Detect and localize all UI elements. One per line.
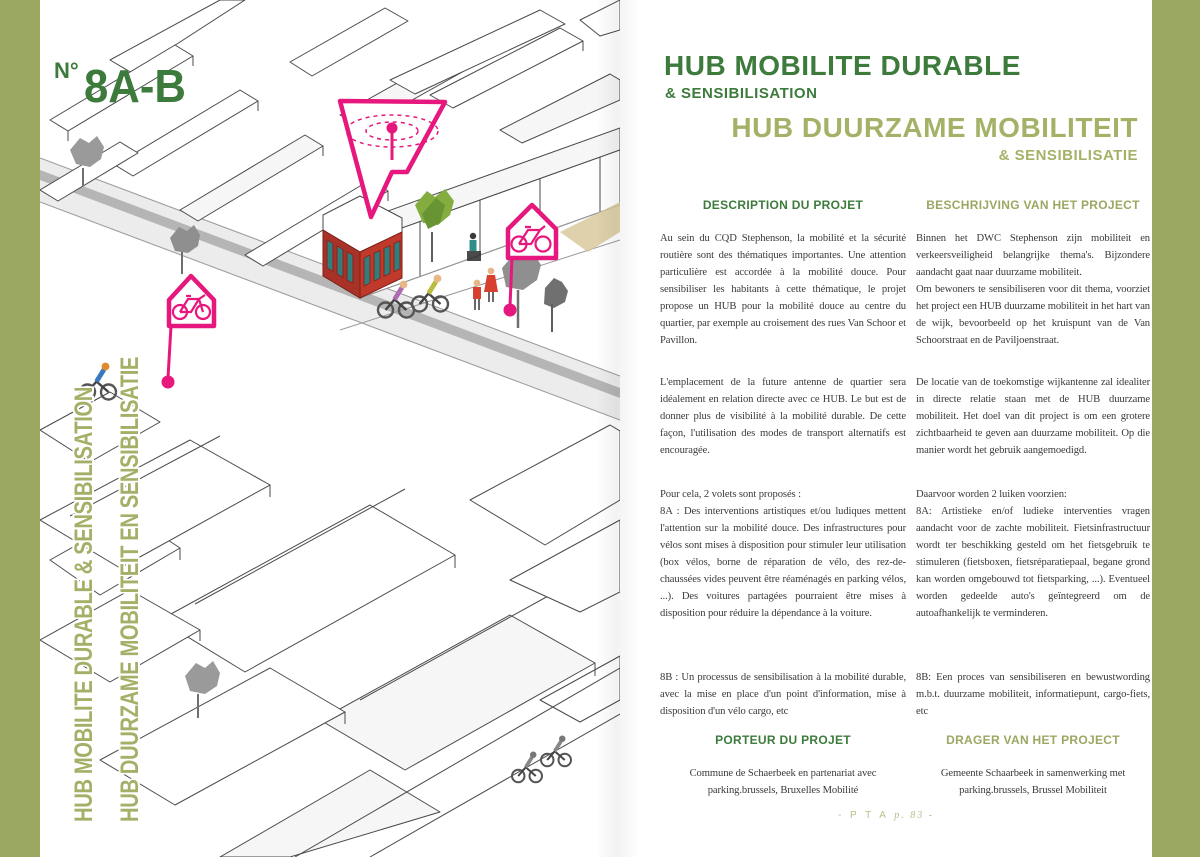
page-number-label: N°	[54, 58, 79, 83]
nl-8b-paragraph	[916, 669, 1150, 731]
nl-intro-paragraph	[916, 230, 1150, 374]
nl-drager-text: Gemeente Schaarbeek in samenwerking met parking.brussels, Brussel Mobiliteit	[940, 768, 1126, 796]
fr-location-paragraph	[660, 374, 906, 486]
nl-p3: Daarvoor worden 2 luiken voorzien:	[916, 489, 1067, 500]
location-dot	[162, 376, 175, 389]
fr-volets-8a	[660, 486, 906, 669]
page-number	[54, 58, 186, 112]
left-olive-band	[0, 0, 40, 857]
section-header-porteur: PORTEUR DU PROJET	[715, 733, 851, 747]
location-dot	[504, 304, 517, 317]
fr-intro-paragraph	[660, 230, 906, 374]
fr-p1: Au sein du CQD Stephenson, la mobilité et la sécurité routière sont des thématiques importantes. Une attention particulière est accordée à la mobilité douce. Pour sensibiliser les habitants à cette thématique, le projet propose un HUB pour la mobilité douce au centre du quartier, par exemple au croisement des rues Van Schoor et Pavillon.	[660, 233, 906, 346]
nl-p1a: Binnen het DWC Stephenson zijn mobiliteit en verkeersveiligheid belangrijke thema's. Bijzondere aandacht gaat naar duurzame mobiliteit.	[916, 233, 1150, 278]
fr-p2: L'emplacement de la future antenne de quartier sera idéalement en relation directe avec ce HUB. Le but est de donner plus de visibilité à la mobilité durable. De cette façon, l'utilisation des modes de transport alternatifs est encouragée.	[660, 377, 906, 456]
nl-p2: De locatie van de toekomstige wijkantenne zal idealiter in directe relatie staan met de HUB duurzame mobiliteit. Het doel van dit project is om een grotere zichtbaarheid te geven aan duurzame mobiliteit. Op die manier wordt het gebruik aangemoedigd.	[916, 377, 1150, 456]
section-header-drager: DRAGER VAN HET PROJECT	[946, 733, 1120, 747]
text-columns	[660, 196, 1150, 799]
nl-p1b: Om bewoners te sensibiliseren voor dit thema, voorziet het project een HUB duurzame mobiliteit in het hart van de wijk, bevoorbeeld op het kruispunt van de Van Schoorstraat en de Paviljoenstraat.	[916, 284, 1150, 346]
nl-p5: 8B: Een proces van sensibiliseren en bewustwording m.b.t. duurzame mobiliteit, informatiepunt, cargo-fiets, etc	[916, 672, 1150, 717]
nl-p4: 8A: Artistieke en/of ludieke interventies vragen aandacht voor de zachte mobiliteit. Fietsinfrastructuur wordt ter beschikking gesteld om het fietsgebruik te stimuleren (fietsboxen, fietsréparatiepaal, begane grond kan worden omgebouwd tot fietsparking, ...). Eventueel worden gedeelde auto's geïntegreerd om de autoafhankelijk te verminderen.	[916, 506, 1150, 619]
left-page-illustration	[40, 0, 620, 857]
section-header-description-fr: DESCRIPTION DU PROJET	[702, 198, 864, 212]
nl-location-paragraph	[916, 374, 1150, 486]
page-subtitle-fr: & SENSIBILISATION	[665, 85, 818, 102]
page-footer	[620, 810, 1152, 821]
vertical-title-fr: HUB MOBILITE DURABLE & SENSIBILISATION	[70, 284, 98, 822]
fr-porteur-text: Commune de Schaerbeek en partenariat avec parking.brussels, Bruxelles Mobilité	[689, 768, 877, 796]
nl-luiken-8a	[916, 486, 1150, 669]
fr-8b-paragraph	[660, 669, 906, 731]
footer-page-number: p. 83 -	[894, 810, 935, 821]
right-olive-band	[1152, 0, 1200, 857]
page-title-nl: HUB DUURZAME MOBILITEIT	[731, 112, 1138, 143]
fr-p4: 8A : Des interventions artistiques et/ou ludiques mettent l'attention sur la mobilité douce. Des infrastructures pour vélos sont mises à disposition pour stimuler leur utilisation (box vélos, borne de réparation de vélo, des rez-de-chaussées vides peuvent être réaménagés en parking vélos, ...). Des voitures partagées pourraient être mises à disposition pour réduire la dépendance à la voiture.	[660, 506, 906, 619]
cyclist-figure	[541, 736, 571, 767]
pedestrian-figure	[484, 268, 498, 302]
fr-p5: 8B : Un processus de sensibilisation à la mobilité durable, avec la mise en place d'un point d'information, mise à disposition d'un vélo cargo, etc	[660, 672, 906, 717]
page-title-fr: HUB MOBILITE DURABLE	[664, 50, 1021, 81]
red-corner-building	[323, 196, 402, 298]
bike-parking-icon	[162, 276, 215, 389]
page-subtitle-nl: & SENSIBILISATIE	[998, 147, 1138, 164]
page-number-value: 8A-B	[84, 60, 186, 112]
fr-p3: Pour cela, 2 volets sont proposés :	[660, 489, 801, 500]
section-header-description-nl: BESCHRIJVING VAN HET PROJECT	[926, 198, 1140, 212]
cyclist-figure	[512, 752, 542, 783]
footer-pta: - P T A	[837, 810, 889, 821]
vertical-title-nl: HUB DUURZAME MOBILITEIT EN SENSIBILISATIE	[116, 247, 144, 822]
pedestrian-figure	[473, 280, 481, 310]
